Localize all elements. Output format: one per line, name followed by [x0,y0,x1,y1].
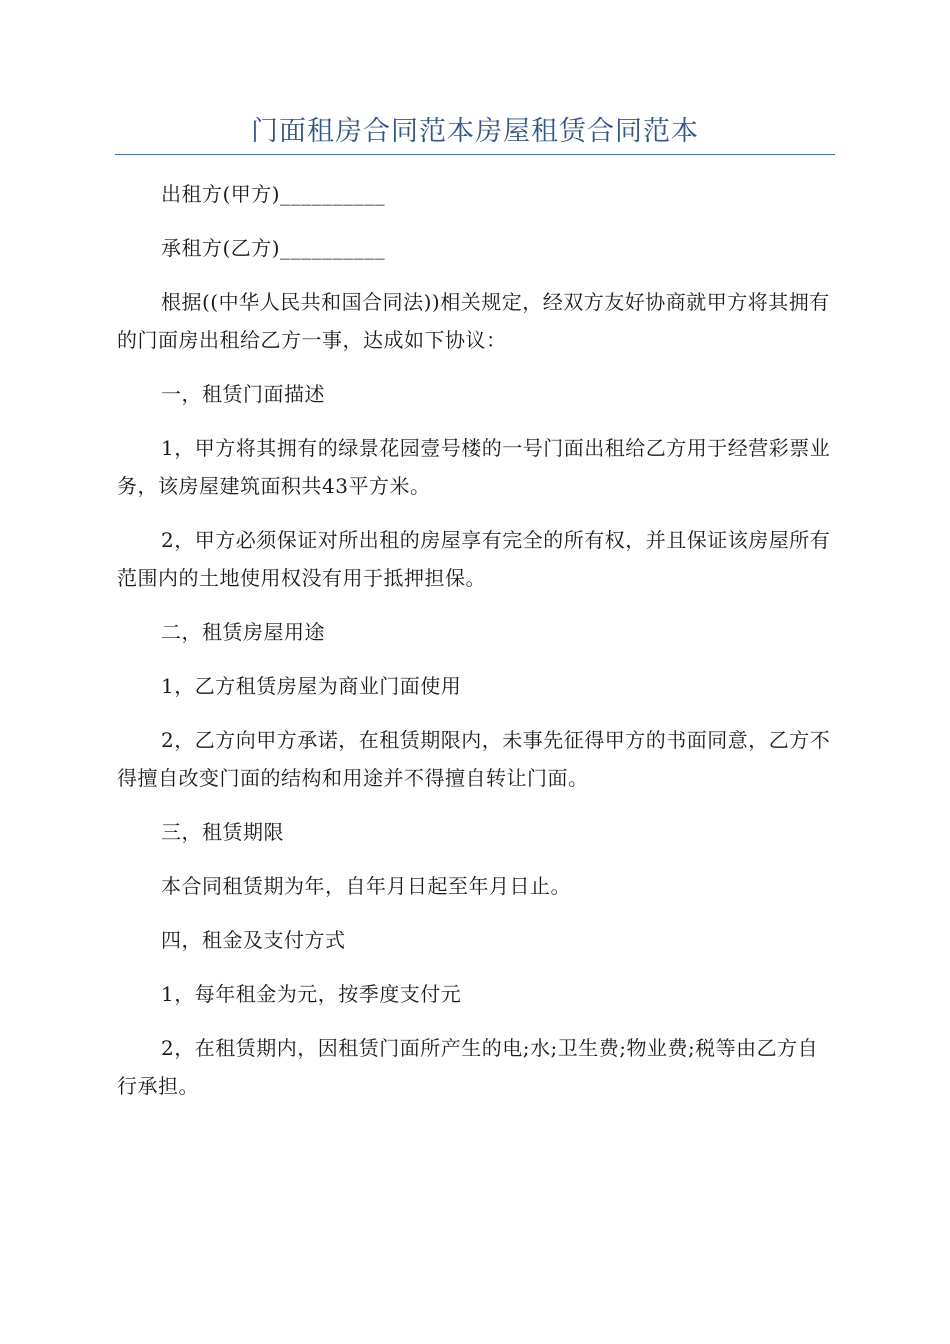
clause-1-2: 2，甲方必须保证对所出租的房屋享有完全的所有权，并且保证该房屋所有范围内的土地使用权没有用于抵押担保。 [117,528,831,590]
section-heading-4: 四，租金及支付方式 [161,928,346,952]
clause-1-1: 1，甲方将其拥有的绿景花园壹号楼的一号门面出租给乙方用于经营彩票业务，该房屋建筑面积共43平方米。 [117,436,831,498]
section-heading-3: 三，租赁期限 [161,820,284,844]
preamble-paragraph: 根据((中华人民共和国合同法))相关规定，经双方友好协商就甲方将其拥有的门面房出租给乙方一事，达成如下协议： [117,290,830,352]
lessor-line: 出租方(甲方)__________ [161,182,386,206]
clause-3-1: 本合同租赁期为年，自年月日起至年月日止。 [161,874,571,898]
section-heading-2: 二，租赁房屋用途 [161,620,325,644]
clause-2-2: 2，乙方向甲方承诺，在租赁期限内，未事先征得甲方的书面同意，乙方不得擅自改变门面的结构和用途并不得擅自转让门面。 [117,728,831,790]
title-underline [115,154,835,155]
document-title: 门面租房合同范本房屋租赁合同范本 [251,116,699,147]
document-body [117,175,833,1121]
section-heading-1: 一，租赁门面描述 [161,382,325,406]
clause-4-2: 2，在租赁期内，因租赁门面所产生的电;水;卫生费;物业费;税等由乙方自行承担。 [117,1036,819,1098]
clause-2-1: 1，乙方租赁房屋为商业门面使用 [161,674,462,698]
lessee-line: 承租方(乙方)__________ [161,236,386,260]
clause-4-1: 1，每年租金为元，按季度支付元 [161,982,462,1006]
